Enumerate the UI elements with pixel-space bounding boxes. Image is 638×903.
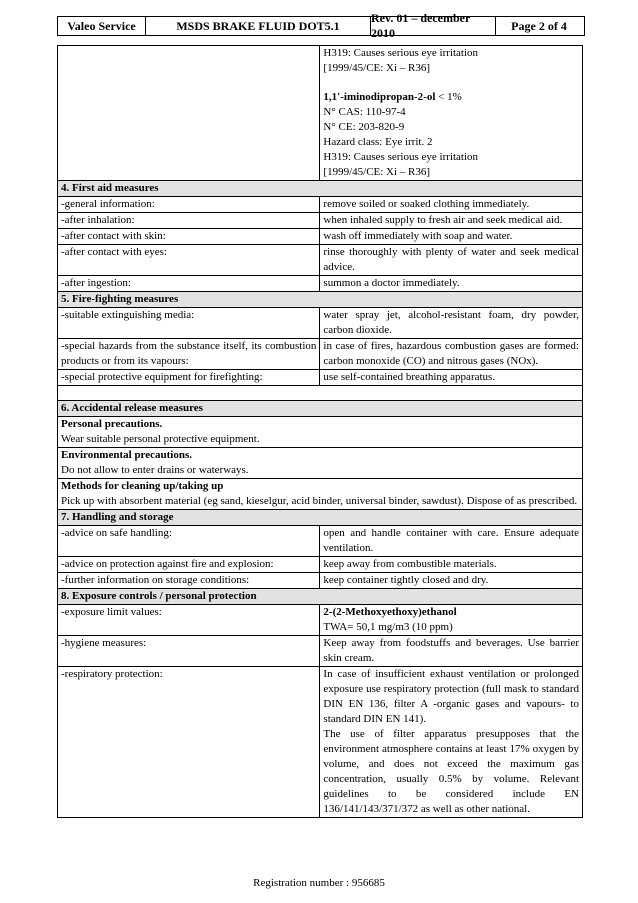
section-7-heading: 7. Handling and storage	[58, 510, 583, 526]
table-row: -suitable extinguishing media: water spray jet, alcohol-resistant foam, dry powder, carbon dioxide.	[58, 308, 583, 339]
component-name: 1,1'-iminodipropan-2-ol	[323, 91, 436, 103]
section-4-heading: 4. First aid measures	[58, 181, 583, 197]
table-row: -special hazards from the substance itself, its combustion products or from its vapours: in case of fires, hazardous combustion gases are formed: carbon monoxide (CO) and nitrous gases (NOx).	[58, 339, 583, 370]
registration-number: Registration number : 956685	[253, 877, 385, 889]
page-number: Page 2 of 4	[511, 18, 567, 33]
section-5-heading: 5. Fire-fighting measures	[58, 292, 583, 308]
msds-table	[57, 45, 583, 818]
table-row: -after inhalation: when inhaled supply to fresh air and seek medical aid.	[58, 213, 583, 229]
table-row: -respiratory protection: In case of insufficient exhaust ventilation or prolonged exposure use respiratory protection (full mask to standard DIN EN 136, filter A -organic gases and vapours- to standard DIN EN 141). The use of filter apparatus presupposes that the environment atmosphere contains at least 17% oxygen by volume, and does not exceed the maximum gas concentration, usually 0.5% by volume. Relevant guidelines to be considered include EN 136/141/143/371/372 as well as other national.	[58, 667, 583, 818]
environmental-precautions-row: Environmental precautions. Do not allow to enter drains or waterways.	[58, 448, 583, 479]
table-row: -hygiene measures: Keep away from foodstuffs and beverages. Use barrier skin cream.	[58, 636, 583, 667]
spacer-row	[58, 386, 583, 401]
table-row: -exposure limit values: 2-(2-Methoxyethoxy)ethanol TWA= 50,1 mg/m3 (10 ppm)	[58, 605, 583, 636]
table-row: -after contact with skin: wash off immediately with soap and water.	[58, 229, 583, 245]
table-row: -special protective equipment for firefighting: use self-contained breathing apparatus.	[58, 370, 583, 386]
composition-cell: H319: Causes serious eye irritation [1999/45/CE: Xi – R36] 1,1'-iminodipropan-2-ol < 1% N° CAS: 110-97-4 N° CE: 203-820-9 Hazard class: Eye irrit. 2 H319: Causes serious eye irritation [1999/45/CE: Xi – R36]	[320, 46, 583, 181]
composition-row	[58, 46, 583, 181]
revision-label: Rev. 01 – december 2010	[371, 17, 496, 35]
table-row: -advice on safe handling: open and handle container with care. Ensure adequate ventilation.	[58, 526, 583, 557]
cleaning-methods-row: Methods for cleaning up/taking up Pick up with absorbent material (eg sand, kieselgur, acid binder, universal binder, sawdust). Dispose of as prescribed.	[58, 479, 583, 510]
company-name: Valeo Service	[58, 17, 146, 35]
table-row: -after contact with eyes: rinse thoroughly with plenty of water and seek medical advice.	[58, 245, 583, 276]
table-row: -general information: remove soiled or soaked clothing immediately.	[58, 197, 583, 213]
table-row: -after ingestion: summon a doctor immediately.	[58, 276, 583, 292]
section-6-heading: 6. Accidental release measures	[58, 401, 583, 417]
table-row: -further information on storage conditions: keep container tightly closed and dry.	[58, 573, 583, 589]
table-row: -advice on protection against fire and explosion: keep away from combustible materials.	[58, 557, 583, 573]
document-title: MSDS BRAKE FLUID DOT5.1	[146, 17, 371, 35]
page-header	[57, 11, 585, 40]
section-8-heading: 8. Exposure controls / personal protection	[58, 589, 583, 605]
personal-precautions-row: Personal precautions. Wear suitable personal protective equipment.	[58, 417, 583, 448]
